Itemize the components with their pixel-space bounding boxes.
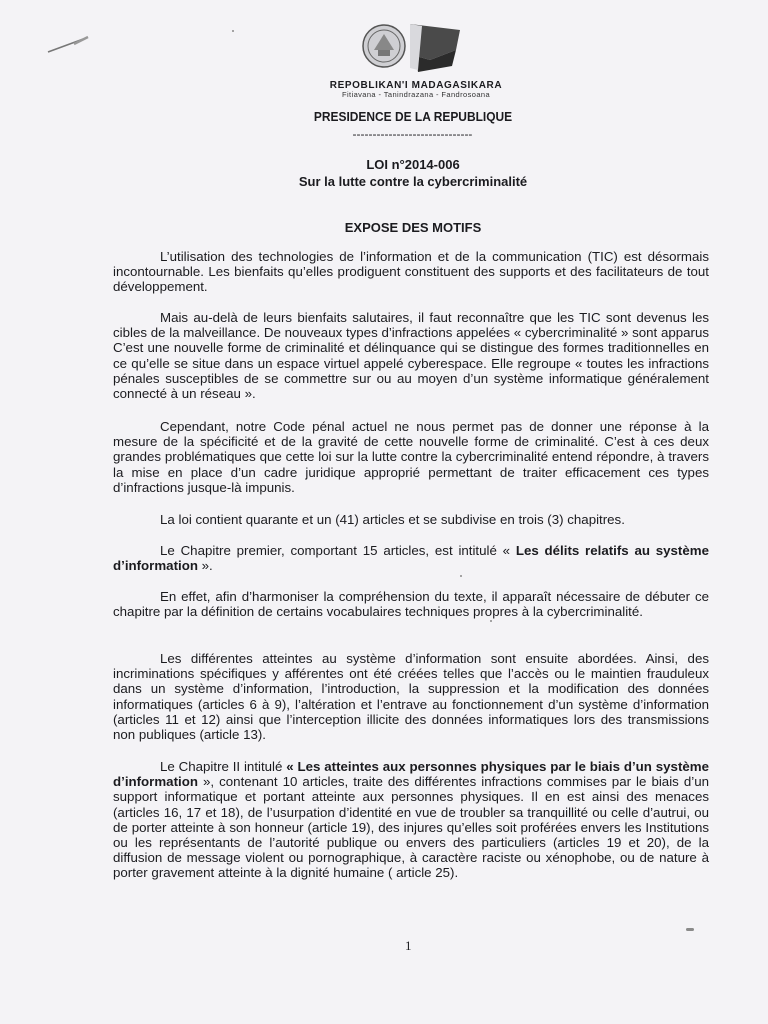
paragraph-6: En effet, afin d’harmoniser la compréhension du texte, il apparaît nécessaire de débuter ce chapitre par la définition de certains vocabulaires techniques propres à la cybercriminalité. xyxy=(113,589,709,620)
pen-mark-icon xyxy=(44,34,94,56)
law-subject: Sur la lutte contre la cybercriminalité xyxy=(298,174,528,189)
presidency-heading: PRESIDENCE DE LA REPUBLIQUE xyxy=(313,109,513,124)
scan-speck xyxy=(686,928,694,931)
chapter-1-title: Les délits relatifs au système d’information xyxy=(113,543,709,574)
republic-motto: Fitiavana - Tanindrazana - Fandrosoana xyxy=(341,90,491,99)
scan-speck xyxy=(460,575,462,577)
paragraph-8: Le Chapitre II intitulé « Les atteintes aux personnes physiques par le biais d’un système d’information », contenant 10 articles, traite des différentes infractions commises par le biais d’un support informatique et portant atteinte aux personnes physiques. Il en est ainsi des menaces (articles 16, 17 et 18), de l’usurpation d’identité en vue de troubler sa tranquillité ou celle d’autrui, ou de porter atteinte à son honneur (article 19), des injures qu’elles soit proférées envers les Institutions ou les représentants de l’autorité publique ou envers des particuliers (articles 19 et 20), de la diffusion de message violent ou pornographique, à caractère raciste ou xénophobe, ou de nature à porter gravement atteinte à la dignité humaine ( article 25). xyxy=(113,759,709,881)
paragraph-7: Les différentes atteintes au système d’information sont ensuite abordées. Ainsi, des incriminations spécifiques y afférentes ont été créées telles que l’accès ou le maintien frauduleux dans un système d’information, l’introduction, la suppression et la modification des données informatiques (articles 6 à 9), l’altération et l’entrave au fonctionnement d’un système d’information (articles 11 et 12) ainsi que l’interception illicite des données informatiques lors des transmissions non publiques (article 13). xyxy=(113,651,709,743)
paragraph-1: L’utilisation des technologies de l’information et de la communication (TIC) est désormais incontournable. Les bienfaits qu’elles prodiguent constituent des supports et des facilitateurs de tout développement. xyxy=(113,249,709,295)
paragraph-5: Le Chapitre premier, comportant 15 articles, est intitulé « Les délits relatifs au système d’information ». xyxy=(113,543,709,574)
section-title: EXPOSE DES MOTIFS xyxy=(344,220,482,235)
chapter-2-title: « Les atteintes aux personnes physiques par le biais d’un système d’information xyxy=(113,759,709,790)
scan-speck xyxy=(490,620,492,622)
republic-name: REPOBLIKAN'I MADAGASIKARA xyxy=(329,80,503,91)
paragraph-3: Cependant, notre Code pénal actuel ne nous permet pas de donner une réponse à la mesure de la spécificité et de la gravité de cette nouvelle forme de criminalité. C’est à ces deux grandes problématiques que cette loi sur la lutte contre la cybercriminalité entend répondre, à travers la mise en place d’un cadre juridique approprié permettant de traiter efficacement ces types d’infractions jusque-là impunis. xyxy=(113,419,709,495)
scan-speck xyxy=(232,30,234,32)
paragraph-2: Mais au-delà de leurs bienfaits salutaires, il faut reconnaître que les TIC sont devenus les cibles de la malveillance. De nouveaux types d’infractions appelées « cybercriminalité » sont apparus C’est une nouvelle forme de criminalité et délinquance qui se distingue des formes traditionnelles en ce qu’elle se situe dans un espace virtuel appelé cyberespace. Elle regroupe « toutes les infractions pénales susceptibles de se commettre sur ou au moyen d’un système informatique généralement connecté à un réseau ». xyxy=(113,310,709,402)
paragraph-4: La loi contient quarante et un (41) articles et se subdivise en trois (3) chapitres. xyxy=(160,512,625,527)
national-emblem-icon xyxy=(360,20,466,82)
header-separator: ------------------------------ xyxy=(352,127,473,141)
law-number: LOI n°2014-006 xyxy=(366,157,460,172)
page-number: 1 xyxy=(405,938,412,953)
